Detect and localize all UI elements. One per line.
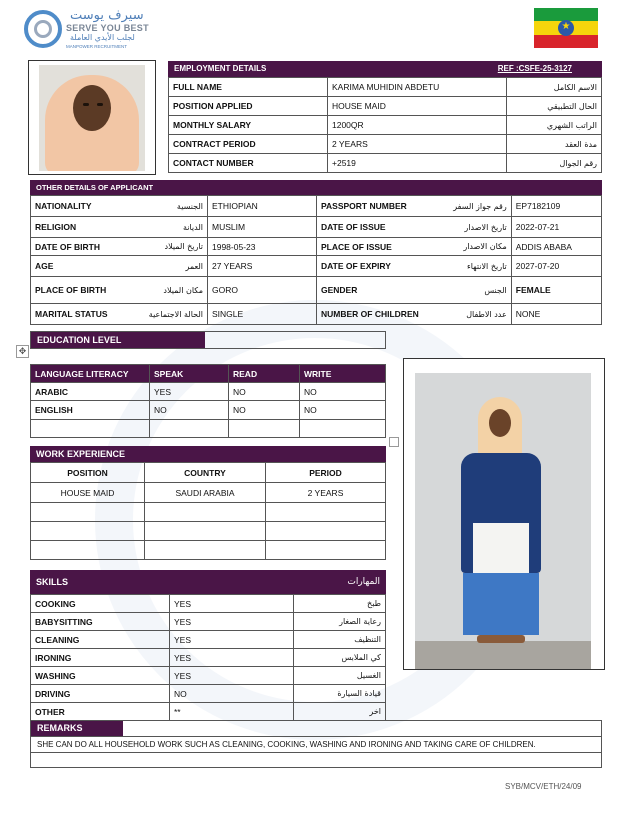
field-label: GENDER [317, 277, 423, 304]
field-label-arabic: مكان الاصدار [423, 238, 512, 256]
field-label-arabic: الجنس [423, 277, 512, 304]
field-label: FULL NAME [169, 78, 328, 97]
education-level-header: EDUCATION LEVEL [31, 332, 205, 348]
field-label-arabic: الاسم الكامل [507, 78, 602, 97]
employment-details-title: EMPLOYMENT DETAILS [174, 64, 267, 73]
table-header-row [31, 365, 386, 383]
table-row [169, 135, 602, 154]
position-value: HOUSE MAID [31, 483, 145, 503]
skill-value: YES [170, 595, 294, 613]
work-experience-header: WORK EXPERIENCE [30, 446, 386, 462]
read-value: NO [229, 383, 300, 401]
table-row [31, 304, 602, 325]
table-header-row [31, 463, 386, 483]
skill-label: DRIVING [31, 685, 170, 703]
remarks-header: REMARKS [31, 721, 123, 736]
table-row [31, 238, 602, 256]
skills-title: SKILLS [36, 577, 69, 587]
field-label: PLACE OF BIRTH [31, 277, 120, 304]
skills-title-arabic: المهارات [347, 577, 380, 587]
field-value: 27 YEARS [208, 256, 317, 277]
field-label-arabic: الحال التطبيقي [507, 97, 602, 116]
column-header: SPEAK [150, 365, 229, 383]
field-value: 2027-07-20 [511, 256, 601, 277]
field-value: SINGLE [208, 304, 317, 325]
field-label: PLACE OF ISSUE [317, 238, 423, 256]
field-value: ADDIS ABABA [511, 238, 601, 256]
skill-value: YES [170, 613, 294, 631]
table-row [31, 196, 602, 217]
table-move-handle-icon[interactable]: ✥ [16, 345, 29, 358]
skill-label: COOKING [31, 595, 170, 613]
other-details-header [30, 180, 602, 195]
period-value: 2 YEARS [266, 483, 386, 503]
logo-tagline: MANPOWER RECRUITMENT [66, 44, 127, 49]
field-label: DATE OF BIRTH [31, 238, 120, 256]
table-row [169, 78, 602, 97]
table-row [31, 503, 386, 522]
field-value: 2022-07-21 [511, 217, 601, 238]
skill-label: CLEANING [31, 631, 170, 649]
field-label: CONTRACT PERIOD [169, 135, 328, 154]
other-details-table [30, 195, 602, 325]
field-label-arabic: الجنسية [119, 196, 208, 217]
skill-label-arabic: التنظيف [294, 631, 386, 649]
logo-emblem-icon [24, 10, 62, 48]
employment-details-header [168, 61, 602, 77]
table-row [31, 483, 386, 503]
read-value: NO [229, 401, 300, 420]
field-label: CONTACT NUMBER [169, 154, 328, 173]
write-value: NO [300, 383, 386, 401]
skill-label: IRONING [31, 649, 170, 667]
skill-label-arabic: قيادة السيارة [294, 685, 386, 703]
table-row [31, 256, 602, 277]
field-label: AGE [31, 256, 120, 277]
table-row [31, 383, 386, 401]
logo-arabic-name: سيرف يوست [70, 8, 144, 23]
field-value: GORO [208, 277, 317, 304]
table-row [31, 631, 386, 649]
table-row [31, 613, 386, 631]
field-value: ETHIOPIAN [208, 196, 317, 217]
table-row [31, 217, 602, 238]
table-row [169, 97, 602, 116]
skill-value: YES [170, 631, 294, 649]
field-value: 2 YEARS [328, 135, 507, 154]
reference-number: REF :CSFE-25-3127 [497, 64, 572, 73]
field-label-arabic: تاريخ الميلاد [119, 238, 208, 256]
table-row [31, 703, 386, 721]
skills-header [30, 570, 386, 594]
skill-label: WASHING [31, 667, 170, 685]
field-label-arabic: الديانة [119, 217, 208, 238]
work-experience-table [30, 462, 386, 560]
field-value: HOUSE MAID [328, 97, 507, 116]
table-row [31, 685, 386, 703]
field-label-arabic: الحالة الاجتماعية [119, 304, 208, 325]
applicant-full-body-photo [403, 358, 605, 670]
language-literacy-table [30, 364, 386, 438]
remarks-section [30, 720, 602, 768]
applicant-portrait-photo [28, 60, 156, 175]
field-label-arabic: رقم جواز السفر [423, 196, 512, 217]
field-value: KARIMA MUHIDIN ABDETU [328, 78, 507, 97]
column-header: WRITE [300, 365, 386, 383]
column-header: POSITION [31, 463, 145, 483]
skills-table [30, 594, 386, 721]
field-value: EP7182109 [511, 196, 601, 217]
table-row [31, 522, 386, 541]
field-label: DATE OF EXPIRY [317, 256, 423, 277]
field-label: DATE OF ISSUE [317, 217, 423, 238]
skill-value: ** [170, 703, 294, 721]
field-label: RELIGION [31, 217, 120, 238]
field-label: MONTHLY SALARY [169, 116, 328, 135]
remarks-text: SHE CAN DO ALL HOUSEHOLD WORK SUCH AS CLEANING, COOKING, WASHING AND IRONING AND TAKING CARE OF CHILDREN. [37, 740, 536, 749]
document-footer-code: SYB/MCV/ETH/24/09 [505, 782, 582, 791]
logo-arabic-sub: لجلب الأيدي العاملة [70, 33, 135, 42]
text-box-marker [389, 437, 399, 447]
skill-label-arabic: الغسيل [294, 667, 386, 685]
column-header: COUNTRY [145, 463, 266, 483]
skill-label: BABYSITTING [31, 613, 170, 631]
field-label-arabic: عدد الاطفال [423, 304, 512, 325]
field-label: NUMBER OF CHILDREN [317, 304, 423, 325]
ethiopia-flag-icon: ★ [534, 8, 598, 48]
field-label: MARITAL STATUS [31, 304, 120, 325]
write-value: NO [300, 401, 386, 420]
field-label-arabic: الراتب الشهري [507, 116, 602, 135]
company-logo [24, 8, 154, 54]
logo-english-name: SERVE YOU BEST [66, 23, 149, 33]
field-label: NATIONALITY [31, 196, 120, 217]
skill-label-arabic: كي الملابس [294, 649, 386, 667]
skill-label-arabic: طبخ [294, 595, 386, 613]
table-row [31, 595, 386, 613]
field-label-arabic: مكان الميلاد [119, 277, 208, 304]
field-label: PASSPORT NUMBER [317, 196, 423, 217]
field-value: NONE [511, 304, 601, 325]
field-value: MUSLIM [208, 217, 317, 238]
column-header: READ [229, 365, 300, 383]
skill-value: YES [170, 667, 294, 685]
table-row [31, 277, 602, 304]
country-value: SAUDI ARABIA [145, 483, 266, 503]
table-row [31, 401, 386, 420]
employment-details-table [168, 77, 602, 173]
column-header: PERIOD [266, 463, 386, 483]
field-value: FEMALE [511, 277, 601, 304]
language-name: ENGLISH [31, 401, 150, 420]
education-level-row [30, 331, 386, 349]
field-label-arabic: مدة العقد [507, 135, 602, 154]
speak-value: YES [150, 383, 229, 401]
table-row [31, 649, 386, 667]
field-value: 1200QR [328, 116, 507, 135]
skill-label: OTHER [31, 703, 170, 721]
field-label-arabic: رقم الجوال [507, 154, 602, 173]
field-value: +2519 [328, 154, 507, 173]
field-label-arabic: تاريخ الاصدار [423, 217, 512, 238]
language-name: ARABIC [31, 383, 150, 401]
skill-value: YES [170, 649, 294, 667]
table-row [31, 667, 386, 685]
table-row [169, 154, 602, 173]
field-label-arabic: العمر [119, 256, 208, 277]
table-row [31, 420, 386, 438]
skill-label-arabic: اخر [294, 703, 386, 721]
field-label-arabic: تاريخ الانتهاء [423, 256, 512, 277]
other-details-title: OTHER DETAILS OF APPLICANT [36, 183, 154, 192]
skill-value: NO [170, 685, 294, 703]
skill-label-arabic: رعاية الصغار [294, 613, 386, 631]
column-header: LANGUAGE LITERACY [31, 365, 150, 383]
field-value: 1998-05-23 [208, 238, 317, 256]
field-label: POSITION APPLIED [169, 97, 328, 116]
speak-value: NO [150, 401, 229, 420]
table-row [169, 116, 602, 135]
table-row [31, 541, 386, 560]
